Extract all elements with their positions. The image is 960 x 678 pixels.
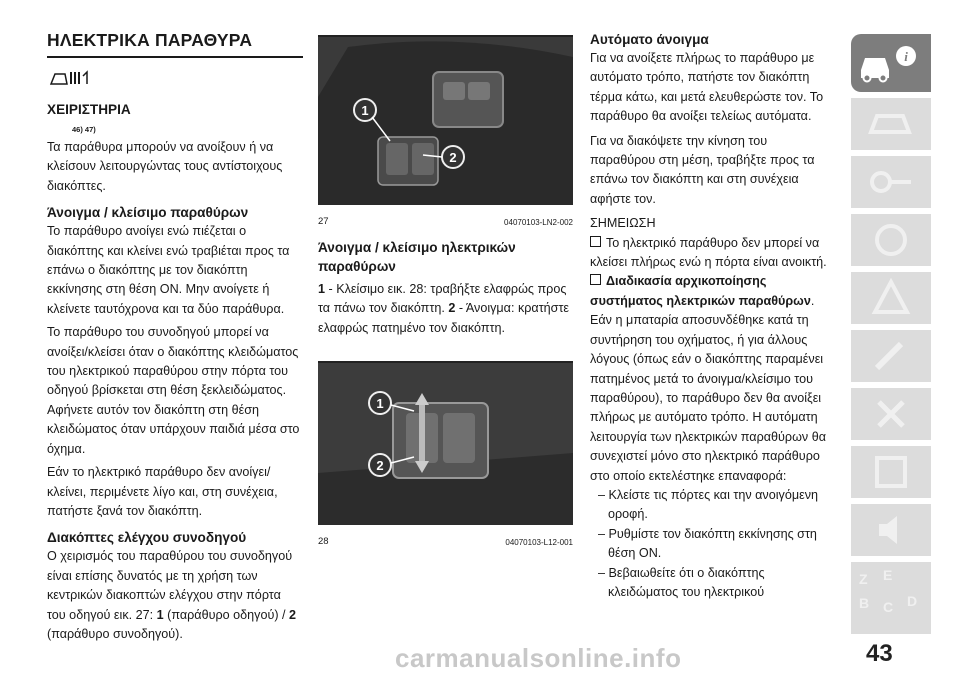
power-window-icon [47, 68, 91, 88]
car-info-icon [851, 34, 931, 92]
svg-text:i: i [904, 49, 908, 64]
tab-tools[interactable] [851, 388, 931, 440]
audio-icon [851, 504, 931, 556]
svg-text:B: B [859, 595, 870, 611]
step-3: – Βεβαιωθείτε ότι ο διακόπτης κλειδώματος του ηλεκτρικού [598, 565, 765, 599]
svg-text:Z: Z [859, 571, 868, 587]
heading-auto-open: Αυτόματο άνοιγμα [590, 32, 709, 47]
middle-column [318, 0, 573, 548]
callout-ref-1: 1 [156, 607, 164, 622]
specs-icon [851, 446, 931, 498]
step-1: – Κλείστε τις πόρτες και την ανοιγόμενη οροφή. [598, 487, 818, 522]
figure-27-number: 27 [318, 216, 329, 227]
heading-electric-windows: Άνοιγμα / κλείσιμο ηλεκτρικών παραθύρων [318, 240, 516, 274]
figure-27-code: 04070103-LN2-002 [504, 218, 573, 227]
tab-maintenance[interactable] [851, 330, 931, 382]
note-2 [590, 272, 835, 485]
paragraph-auto-open: Για να ανοίξετε πλήρως το παράθυρο με αυτόματο τρόπο, πατήστε τον διακόπτη τέρμα κάτω, και μετά ελευθερώστε τον. Το παράθυρο θα ανοίξει τελείως αυτόματα. [590, 51, 824, 124]
open-instruction: - Άνοιγμα: κρατήστε ελαφρώς πατημένο τον διακόπτη. [318, 301, 570, 335]
controls-text: Ο χειρισμός του παραθύρου του συνοδηγού είναι επίσης δυνατός με τη χρήση των κεντρικών διακοπτών ελέγχου στην πόρτα του οδηγού [47, 549, 293, 622]
svg-text:E: E [883, 567, 893, 583]
tab-safety[interactable] [851, 156, 931, 208]
tab-starting[interactable] [851, 214, 931, 266]
figure-28-number: 28 [318, 536, 329, 548]
switch-closeup-image [318, 363, 573, 525]
note-2-heading: Διαδικασία αρχικοποίησης συστήματος ηλεκτρικών παραθύρων [590, 274, 811, 308]
tools-icon [851, 388, 931, 440]
svg-text:2: 2 [376, 458, 384, 474]
heading-open-close: Άνοιγμα / κλείσιμο παραθύρων [47, 205, 249, 221]
svg-text:1: 1 [361, 103, 369, 118]
note-1-text: Το ηλεκτρικό παράθυρο δεν μπορεί να κλείσει πλήρως ενώ η πόρτα είναι ανοικτή. [590, 235, 827, 270]
passenger-window-ref: (παράθυρο συνοδηγού). [47, 626, 183, 641]
paragraph-switch-action [318, 280, 573, 338]
note-bullet-icon [590, 274, 601, 285]
paragraph-controls [47, 547, 303, 644]
watermark: carmanualsonline.info [395, 643, 682, 673]
callout-ref-2: 2 [289, 607, 297, 622]
tab-audio[interactable] [851, 504, 931, 556]
section-title: ΗΛΕΚΤΡΙΚΑ ΠΑΡΑΘΥΡΑ [47, 30, 253, 50]
left-column [47, 0, 303, 644]
paragraph-passenger: Το παράθυρο του συνοδηγού μπορεί να ανοίξει/κλείσει όταν ο διακόπτης κλειδώματος του ηλεκτρικού παραθύρου στην πόρτα του οδηγού βρίσκεται στη θέση ξεκλειδώματος. Αφήνετε αυτόν τον διακόπτη στη θέση κλειδώματος όταν υπάρχουν παιδιά μέσα στο όχημα. [47, 325, 300, 456]
paragraph-stop-motion: Για να διακόψετε την κίνηση του παραθύρου στη μέση, τραβήξτε προς τα επάνω τον διακόπτη και στη συνέχεια αφήστε τον. [590, 133, 815, 206]
svg-text:2: 2 [449, 150, 457, 165]
step-2: – Ρυθμίστε τον διακόπτη εκκίνησης στη θέση ON. [598, 526, 817, 561]
key-icon [851, 156, 931, 208]
note-1 [590, 234, 835, 273]
chapter-sidebar [851, 34, 931, 634]
svg-text:D: D [907, 593, 918, 609]
figure-28 [318, 361, 573, 548]
pictogram-row [47, 68, 303, 88]
driver-window-ref: (παράθυρο οδηγού) / [167, 607, 286, 622]
figure-27 [318, 35, 573, 227]
title-rule [47, 56, 303, 58]
figure-27-caption [318, 216, 573, 227]
car-icon [851, 98, 931, 150]
note-bullet-icon [590, 236, 601, 247]
tab-index[interactable] [851, 562, 931, 634]
window-switch-panel-image [318, 37, 573, 205]
svg-text:1: 1 [376, 396, 384, 412]
close-instruction: - Κλείσιμο εικ. 28: τραβήξτε ελαφρώς προς τα πάνω τον διακόπτη. [318, 282, 567, 316]
svg-text:C: C [883, 599, 894, 615]
figure-28-code: 04070103-L12-001 [505, 538, 573, 548]
subsection-title: ΧΕΙΡΙΣΤΗΡΙΑ [47, 102, 131, 117]
note-2-text: . Εάν η μπαταρία αποσυνδέθηκε κατά τη συντήρηση του οχήματος, ή για άλλους λόγους (όπως εάν ο διακόπτης παραμένει πατημένος μετά το άνοιγμα/κλείσιμο του παραθύρου), το παράθυρο δεν θα ανοίξει πλήρως με αυτόματο τρόπο. Η αυτόματη λειτουργία των ηλεκτρικών παραθύρων θα συνεχιστεί μόνο στο ηλεκτρικό παράθυρο στο οποίο εκτελέστηκε επαναφορά: [590, 293, 826, 483]
warning-icon [851, 272, 931, 324]
right-column [590, 0, 835, 602]
note-label: ΣΗΜΕΙΩΣΗ [590, 216, 656, 231]
heading-passenger-controls: Διακόπτες ελέγχου συνοδηγού [47, 530, 247, 546]
paragraph-retry: Εάν το ηλεκτρικό παράθυρο δεν ανοίγει/κλείνει, περιμένετε λίγο και, στη συνέχεια, πατήστε ξανά τον διακόπτη. [47, 465, 278, 518]
tab-dashboard[interactable] [851, 98, 931, 150]
wrench-icon [851, 330, 931, 382]
callout-1-label: 1 [318, 282, 326, 296]
warning-refs: 46) 47) [72, 125, 96, 134]
figure-28-caption [318, 536, 573, 547]
index-icon [851, 562, 931, 634]
tab-emergency[interactable] [851, 272, 931, 324]
page-number: 43 [866, 640, 893, 667]
tab-car-info[interactable] [851, 34, 931, 92]
callout-2-label: 2 [448, 301, 456, 316]
figure-ref: εικ. 27: [113, 607, 154, 622]
paragraph-open-close: Το παράθυρο ανοίγει ενώ πιέζεται ο διακόπτης και κλείνει ενώ τραβιέται προς τα επάνω ο διακόπτης με τον διακόπτη εκκίνησης στη θέση ON. Μην ανοίγετε ή κλείνετε ταυτόχρονα και τα δύο παράθυρα. [47, 224, 290, 316]
tab-specs[interactable] [851, 446, 931, 498]
steering-icon [851, 214, 931, 266]
paragraph-intro: Τα παράθυρα μπορούν να ανοίξουν ή να κλείσουν λειτουργώντας τους αντίστοιχους διακόπτες. [47, 140, 283, 193]
